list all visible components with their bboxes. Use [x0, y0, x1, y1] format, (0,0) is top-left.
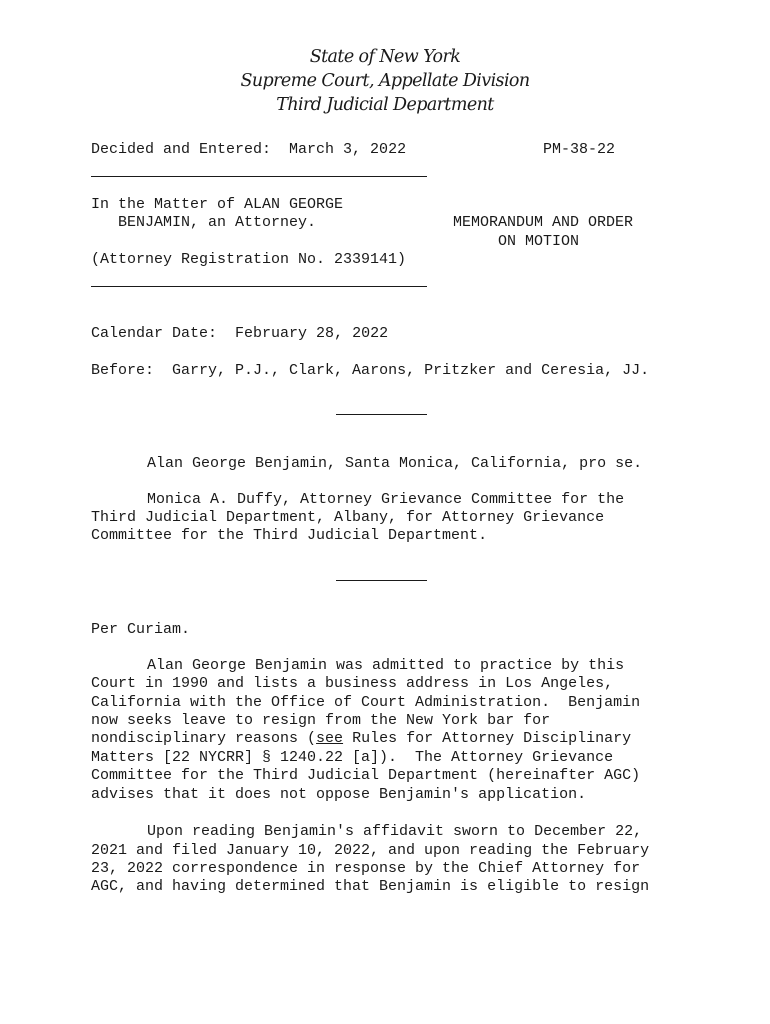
court-state: State of New York	[309, 47, 461, 67]
paragraph-1-line-6: Matters [22 NYCRR] § 1240.22 [a]). The Attorney Grievance	[91, 749, 614, 766]
paragraph-2-line-2: 2021 and filed January 10, 2022, and upon reading the February	[91, 842, 650, 859]
paragraph-1-line-3: California with the Office of Court Administration. Benjamin	[91, 694, 641, 711]
paragraph-1-line-5	[91, 730, 631, 748]
before-label: Before:	[91, 362, 155, 379]
citation-signal-see: see	[316, 730, 344, 747]
paragraph-1-line-5-start: nondisciplinary reasons (	[91, 730, 317, 747]
paragraph-1-line-8: advises that it does not oppose Benjamin's application.	[91, 786, 587, 803]
caption-rule-top	[91, 176, 427, 177]
per-curiam: Per Curiam.	[91, 621, 191, 638]
appearance-agc-line-2: Third Judicial Department, Albany, for Attorney Grievance	[91, 509, 605, 526]
decided-entered	[91, 141, 406, 159]
paragraph-2-line-3: 23, 2022 correspondence in response by the Chief Attorney for	[91, 860, 641, 877]
document-title-line-2: ON MOTION	[498, 233, 580, 250]
decided-date: March 3, 2022	[289, 141, 407, 158]
caption-line-2: BENJAMIN, an Attorney.	[118, 214, 317, 231]
paragraph-1-line-1: Alan George Benjamin was admitted to practice by this	[147, 657, 625, 674]
court-name: Supreme Court, Appellate Division	[240, 71, 530, 91]
before-judges: Garry, P.J., Clark, Aarons, Pritzker and Ceresia, JJ.	[172, 362, 650, 379]
paragraph-2-line-4: AGC, and having determined that Benjamin is eligible to resign	[91, 878, 650, 895]
attorney-registration: (Attorney Registration No. 2339141)	[91, 251, 407, 268]
paragraph-1-line-4: now seeks leave to resign from the New York bar for	[91, 712, 551, 729]
paragraph-1-line-7: Committee for the Third Judicial Department (hereinafter AGC)	[91, 767, 641, 784]
calendar-date	[91, 325, 388, 343]
before-panel	[91, 362, 649, 380]
paragraph-1-line-5-end: Rules for Attorney Disciplinary	[343, 730, 632, 747]
section-divider-1	[336, 414, 427, 415]
calendar-value: February 28, 2022	[235, 325, 389, 342]
appearance-agc-line-3: Committee for the Third Judicial Department.	[91, 527, 488, 544]
calendar-label: Calendar Date:	[91, 325, 218, 342]
appearance-agc-line-1: Monica A. Duffy, Attorney Grievance Committee for the	[147, 491, 625, 508]
decided-label: Decided and Entered:	[91, 141, 272, 158]
paragraph-1-line-2: Court in 1990 and lists a business address in Los Angeles,	[91, 675, 614, 692]
paragraph-2-line-1: Upon reading Benjamin's affidavit sworn to December 22,	[147, 823, 643, 840]
caption-rule-bottom	[91, 286, 427, 287]
docket-number: PM-38-22	[543, 141, 616, 158]
section-divider-2	[336, 580, 427, 581]
appearance-pro-se: Alan George Benjamin, Santa Monica, California, pro se.	[147, 455, 643, 472]
document-title-line-1: MEMORANDUM AND ORDER	[453, 214, 634, 231]
caption-line-1: In the Matter of ALAN GEORGE	[91, 196, 344, 213]
court-department: Third Judicial Department	[276, 95, 494, 115]
